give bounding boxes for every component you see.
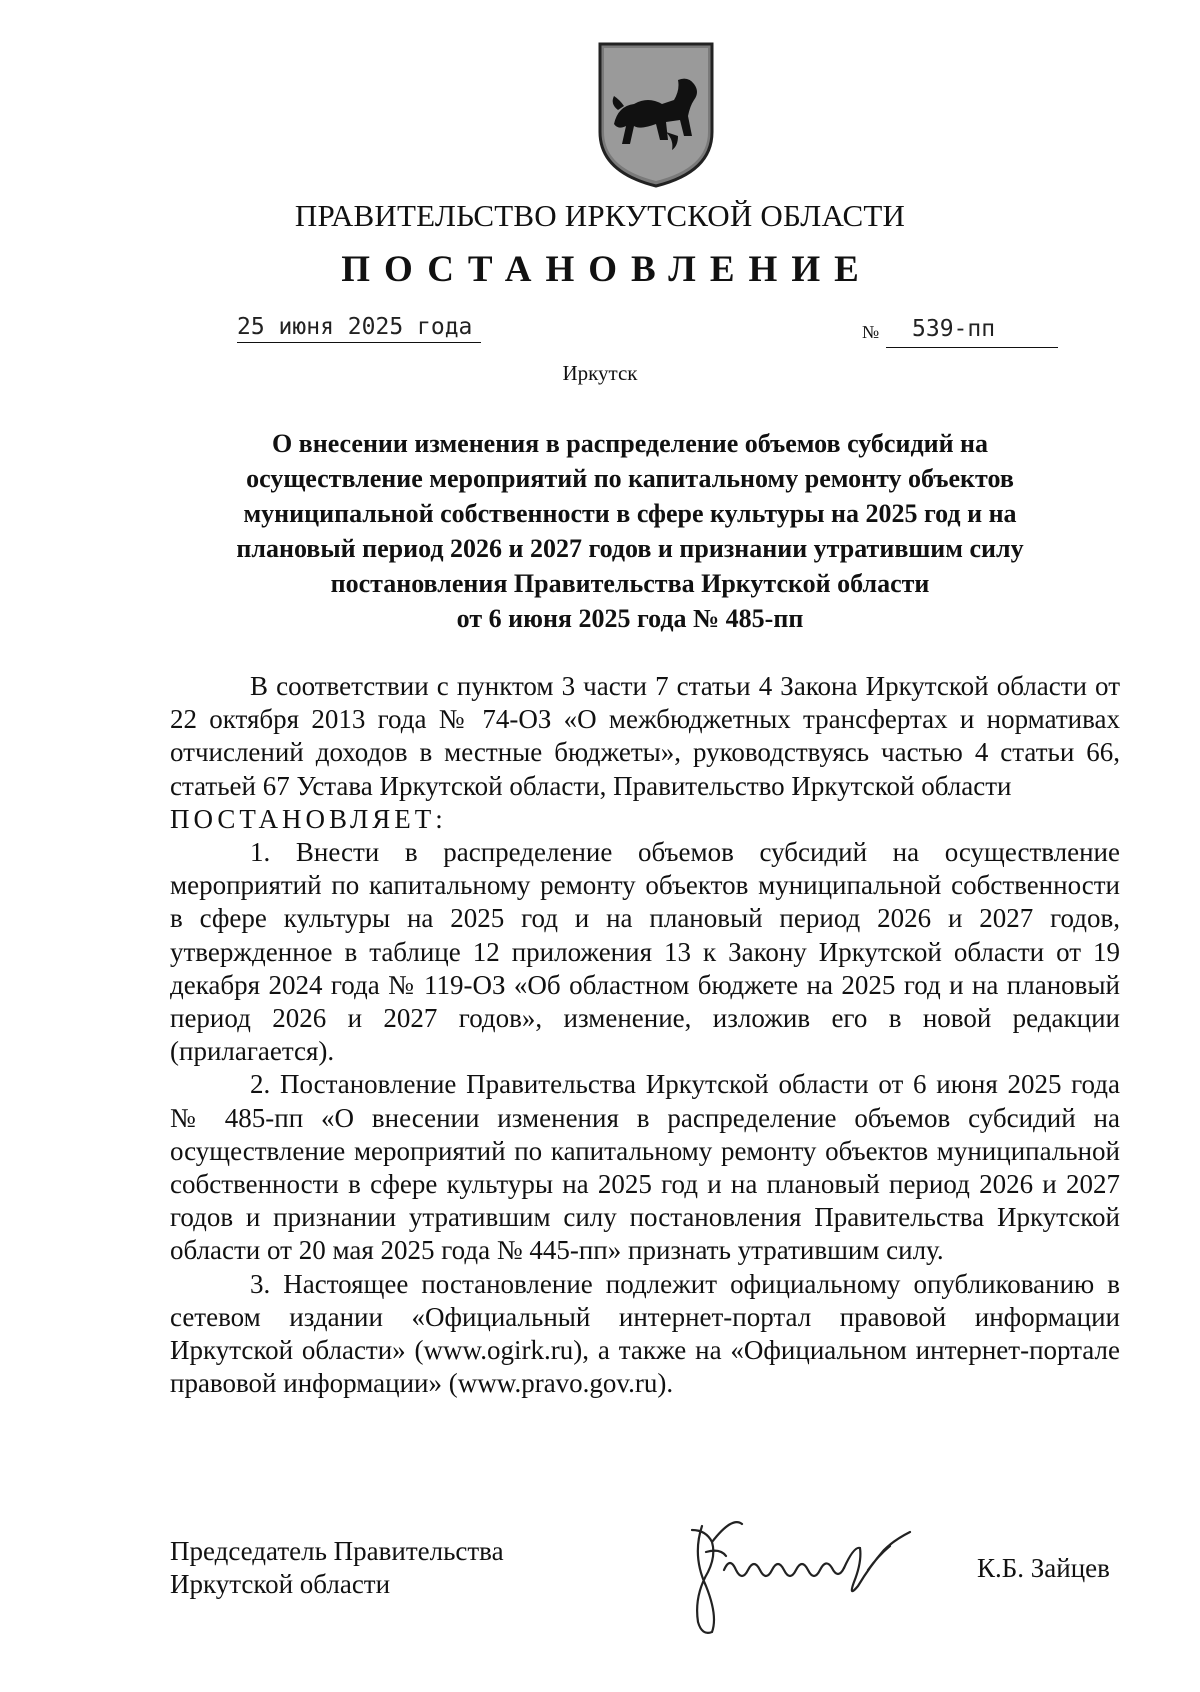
signer-name: К.Б. Зайцев [977,1553,1110,1583]
document-heading [180,426,1080,636]
decree-word: ПОСТАНОВЛЯЕТ: [170,803,447,834]
number-underline [886,347,1058,348]
preamble-paragraph: В соответствии с пунктом 3 части 7 статьи 4 Закона Иркутской области от 22 октября 2013 года № 74-ОЗ «О межбюджетных трансфертах и нормативах отчислений доходов в местные бюджеты», руководствуясь частью 4 статьи 66, статьей 67 Устава Иркутской области, Правительство Иркутской области [170,671,1120,801]
number-sign: № [862,322,880,342]
signer-title-line: Председатель Правительства [170,1536,504,1566]
signer-title [170,1535,504,1601]
document-number: 539-пп [912,316,996,342]
date-underline [237,342,481,343]
item-paragraph-3: 3. Настоящее постановление подлежит официальному опубликованию в сетевом издании «Официальный интернет-портал правовой информации Иркутской области» (www.ogirk.ru), а также на «Официальном интернет-портале правовой информации» (www.pravo.gov.ru). [170,1268,1120,1399]
heading-line: от 6 июня 2025 года № 485-пп [456,604,804,633]
government-title: ПРАВИТЕЛЬСТВО ИРКУТСКОЙ ОБЛАСТИ [294,198,906,233]
item-paragraph-2: 2. Постановление Правительства Иркутской области от 6 июня 2025 года № 485-пп «О внесении изменения в распределение объемов субсидий на осуществление мероприятий по капитальному ремонту объектов муниципальной собственности в сфере культуры на 2025 год и на плановый период 2026 и 2027 годов и признании утратившим силу постановления Правительства Иркутской области от 20 мая 2025 года № 445-пп» признать утратившим силу. [170,1069,1120,1266]
heading-line: О внесении изменения в распределение объемов субсидий на [271,429,989,458]
heading-line: осуществление мероприятий по капитальному ремонту объектов [246,464,1014,493]
document-city: Иркутск [562,361,638,385]
signer-title-line: Иркутской области [170,1569,391,1599]
document-type: ПОСТАНОВЛЕНИЕ [341,249,873,290]
document-date: 25 июня 2025 года [237,314,473,340]
heading-line: муниципальной собственности в сфере культуры на 2025 год и на [243,499,1017,528]
item-paragraph-1: 1. Внести в распределение объемов субсидий на осуществление мероприятий по капитальному ремонту объектов муниципальной собственности в сфере культуры на 2025 год и на плановый период 2026 и 2027 годов, утвержденное в таблице 12 приложения 13 к Закону Иркутской области от 19 декабря 2024 года № 119-ОЗ «Об областном бюджете на 2025 год и на плановый период 2026 и 2027 годов», изменение, изложив его в новой редакции (прилагается). [170,837,1120,1067]
document-body [170,670,1120,1400]
irkutsk-coat-of-arms-icon [596,40,716,190]
heading-line: плановый период 2026 и 2027 годов и признании утратившим силу [236,534,1024,563]
handwritten-signature [672,1486,940,1636]
heading-line: постановления Правительства Иркутской области [330,569,930,598]
